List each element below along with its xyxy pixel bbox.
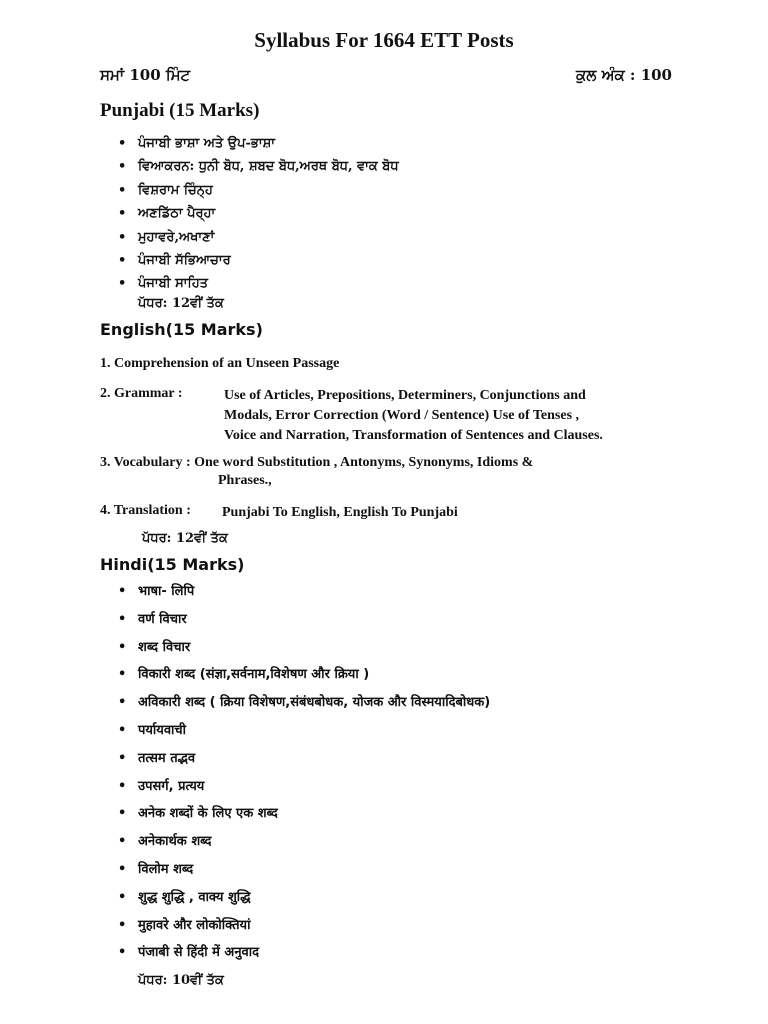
- total-marks: ਕੁਲ ਅੰਕ : 100: [575, 66, 672, 84]
- list-item: • विलोम शब्द: [118, 859, 490, 887]
- exam-time: ਸਮਾਂ 100 ਮਿੰਟ: [100, 66, 191, 84]
- page-title: Syllabus For 1664 ETT Posts: [254, 28, 514, 52]
- grammar-label: 2. Grammar :: [100, 386, 183, 401]
- list-item: • पंजाबी से हिंदी में अनुवाद: [118, 942, 490, 970]
- translation-text: Punjabi To English, English To Punjabi: [222, 505, 458, 520]
- english-level: ਪੱਧਰ: 12ਵੀਂ ਤੱਕ: [142, 531, 228, 546]
- hindi-heading: Hindi(15 Marks): [100, 555, 245, 574]
- hindi-topic-list: [118, 581, 490, 970]
- list-item: • ਵਿਸ਼ਰਾਮ ਚਿੰਨ੍ਹ: [118, 181, 399, 204]
- list-item: • शब्द विचार: [118, 637, 490, 665]
- english-item-grammar: [100, 384, 710, 446]
- list-item: • वर्ण विचार: [118, 609, 490, 637]
- english-item-vocabulary-cont: Phrases.,: [218, 473, 272, 488]
- list-item: • ਵਿਆਕਰਨ: ਧੁਨੀ ਬੋਧ, ਸ਼ਬਦ ਬੋਧ,ਅਰਥ ਬੋਧ, ਵਾਕ ਬੋਧ: [118, 157, 399, 180]
- list-item: • अविकारी शब्द ( क्रिया विशेषण,संबंधबोधक, योजक और विस्मयादिबोधक): [118, 692, 490, 720]
- list-item: • विकारी शब्द (संज्ञा,सर्वनाम,विशेषण और क्रिया ): [118, 664, 490, 692]
- list-item: • शुद्ध शुद्धि , वाक्य शुद्धि: [118, 887, 490, 915]
- list-item: • पर्यायवाची: [118, 720, 490, 748]
- punjabi-heading: Punjabi (15 Marks): [100, 100, 260, 121]
- grammar-line: Modals, Error Correction (Word / Sentence) Use of Tenses ,: [224, 408, 580, 423]
- list-item: • ਪੰਜਾਬੀ ਸੱਭਿਆਚਾਰ: [118, 251, 399, 274]
- english-heading: English(15 Marks): [100, 320, 263, 339]
- translation-label: 4. Translation :: [100, 503, 191, 518]
- list-item: • अनेक शब्दों के लिए एक शब्द: [118, 803, 490, 831]
- list-item: • ਅਣਡਿੱਠਾ ਪੈਰ੍ਹਾ: [118, 204, 399, 227]
- english-item-vocabulary: 3. Vocabulary : One word Substitution , Antonyms, Synonyms, Idioms &: [100, 455, 534, 470]
- punjabi-level: ਪੱਧਰ: 12ਵੀਂ ਤੱਕ: [138, 296, 224, 311]
- list-item: • उपसर्ग, प्रत्यय: [118, 776, 490, 804]
- grammar-line: Use of Articles, Prepositions, Determiners, Conjunctions and: [224, 388, 586, 403]
- list-item: • ਪੰਜਾਬੀ ਸਾਹਿਤ: [118, 274, 399, 297]
- list-item: • ਮੁਹਾਵਰੇ,ਅਖਾਣਾਂ: [118, 228, 399, 251]
- list-item: • ਪੰਜਾਬੀ ਭਾਸ਼ਾ ਅਤੇ ਉਪ-ਭਾਸ਼ਾ: [118, 134, 399, 157]
- english-item-comprehension: 1. Comprehension of an Unseen Passage: [100, 356, 340, 371]
- list-item: • मुहावरे और लोकोक्तियां: [118, 915, 490, 943]
- grammar-line: Voice and Narration, Transformation of Sentences and Clauses.: [224, 428, 603, 443]
- english-item-translation: [100, 501, 620, 523]
- list-item: • भाषा- लिपि: [118, 581, 490, 609]
- list-item: • तत्सम तद्भव: [118, 748, 490, 776]
- punjabi-topic-list: [118, 134, 399, 298]
- list-item: • अनेकार्थक शब्द: [118, 831, 490, 859]
- hindi-level: ਪੱਧਰ: 10ਵੀਂ ਤੱਕ: [138, 973, 224, 988]
